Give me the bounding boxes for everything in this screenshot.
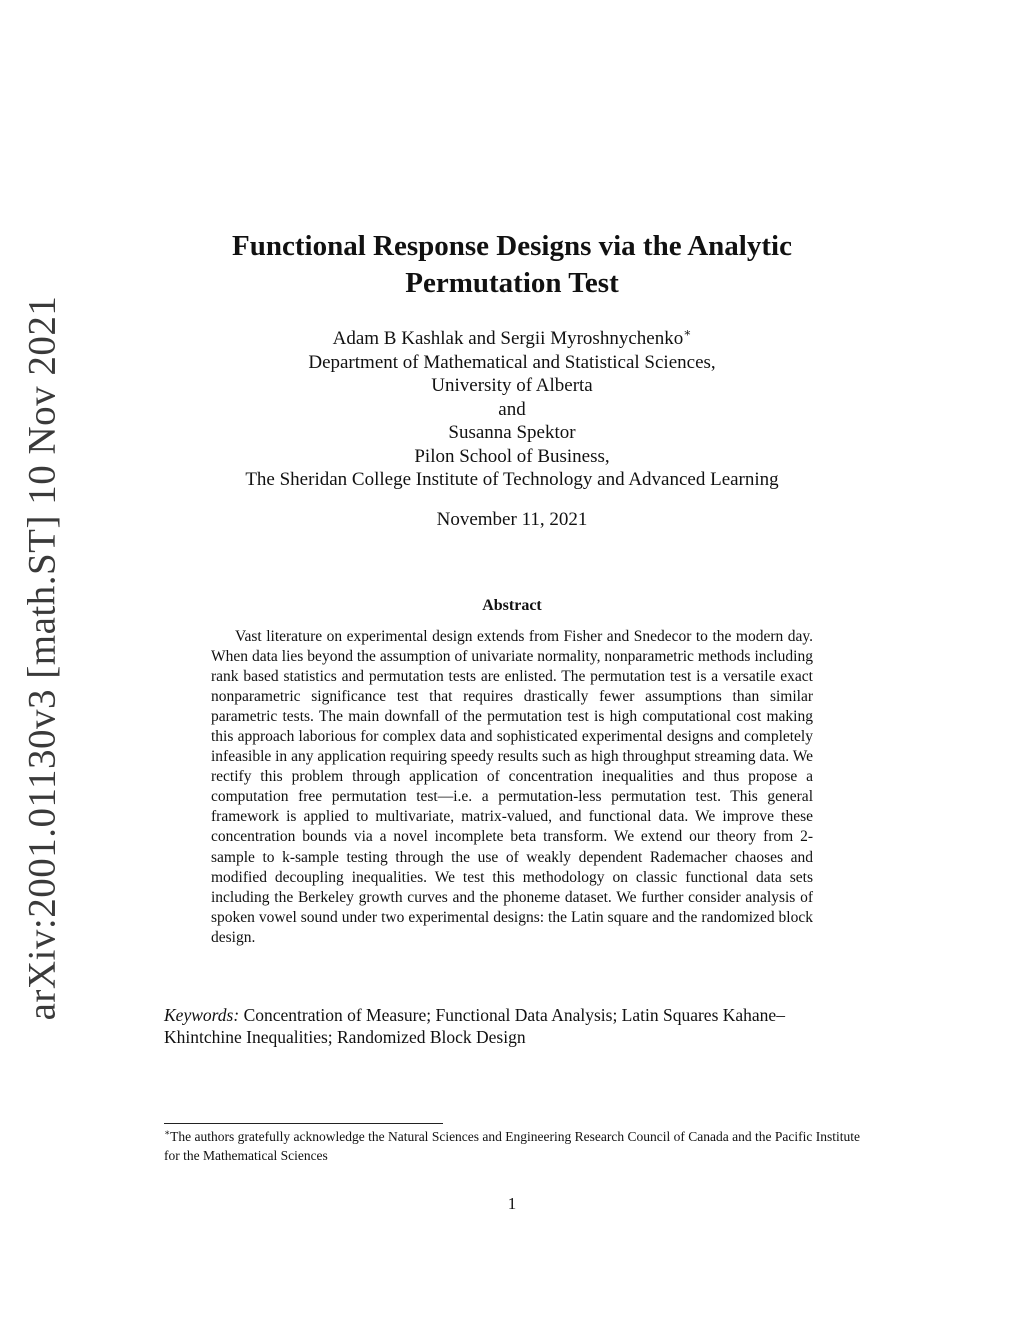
footnote: [164, 1127, 860, 1165]
keywords-section: [164, 1004, 860, 1048]
paper-title-line-1: Functional Response Designs via the Analytic: [232, 230, 792, 262]
page-number: 1: [507, 1194, 517, 1213]
author-block: [150, 327, 874, 492]
affiliation-school: Pilon School of Business,: [414, 445, 610, 467]
footnote-divider: [164, 1123, 443, 1124]
third-author-name: Susanna Spektor: [448, 422, 576, 443]
affiliation-department: Department of Mathematical and Statistical Sciences,: [308, 351, 716, 373]
footnote-marker: ∗: [164, 1127, 171, 1138]
author-names: [150, 327, 874, 351]
abstract-body: Vast literature on experimental design extends from Fisher and Snedecor to the modern day. When data lies beyond the assumption of univariate normality, nonparametric methods including rank based statistics and permutation tests are enlisted. The permutation test is a versatile exact nonparametric significance test that requires drastically fewer assumptions than similar parametric tests. The main downfall of the permutation test is high computational cost making this approach laborious for complex data and sophisticated experimental designs and completely infeasible in any application requiring speedy results such as high throughput streaming data. We rectify this problem through application of concentration inequalities and thus propose a computation free permutation test—i.e. a permutation-less permutation test. This general framework is applied to multivariate, matrix-valued, and functional data. We improve these concentration bounds via a novel incomplete beta transform. We extend our theory from 2-sample to k-sample testing through the use of weakly dependent Rademacher chaoses and modified decoupling inequalities. We test this methodology on classic functional data sets including the Berkeley growth curves and the phoneme dataset. We further consider analysis of spoken vowel sound under two experimental designs: the Latin square and the randomized block design.: [211, 628, 813, 946]
arxiv-identifier-stamp: arXiv:2001.01130v3 [math.ST] 10 Nov 2021: [20, 295, 64, 1021]
keywords-text: Concentration of Measure; Functional Data Analysis; Latin Squares Kahane–Khintchine Inequalities; Randomized Block Design: [164, 1005, 785, 1047]
keywords-label: Keywords:: [164, 1005, 240, 1025]
paper-title: [150, 228, 874, 302]
author-conjunction: and: [498, 398, 526, 420]
abstract-heading: Abstract: [482, 597, 542, 614]
paper-title-line-2: Permutation Test: [405, 267, 619, 299]
affiliation-university: University of Alberta: [431, 375, 593, 396]
author-footnote-marker: ∗: [683, 325, 692, 340]
paper-date: November 11, 2021: [436, 509, 588, 530]
affiliation-college: The Sheridan College Institute of Technology and Advanced Learning: [245, 469, 779, 490]
author-names-text: Adam B Kashlak and Sergii Myroshnychenko: [332, 328, 684, 349]
footnote-text: The authors gratefully acknowledge the Natural Sciences and Engineering Research Council of Canada and the Pacific Institute for the Mathematical Sciences: [164, 1129, 860, 1163]
